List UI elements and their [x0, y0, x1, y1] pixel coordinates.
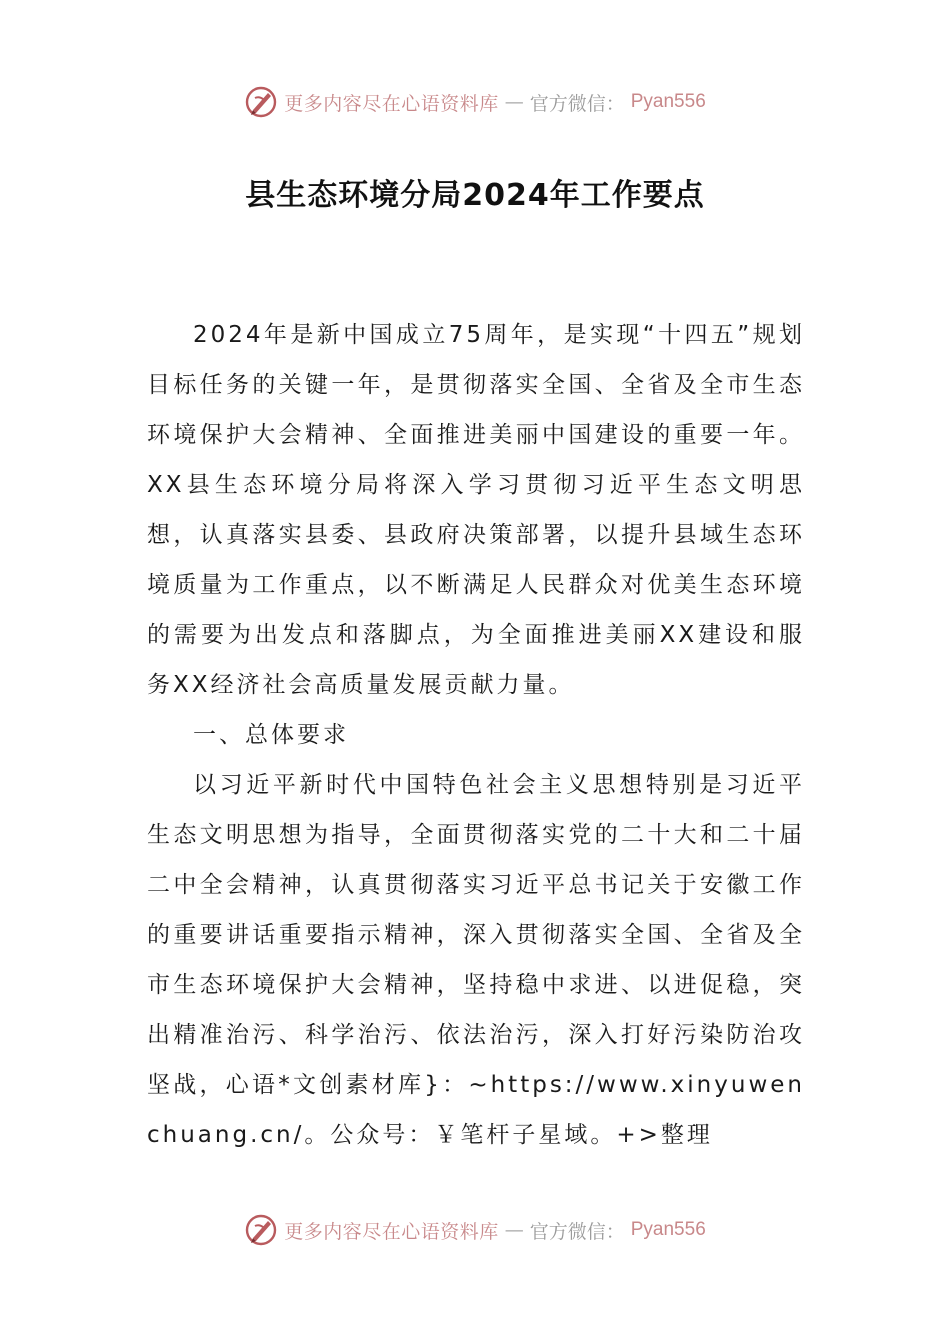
banner-wechat-id: Pyan556	[630, 1219, 706, 1240]
section-heading-overall-requirements: 一、总体要求	[193, 722, 349, 748]
banner-official-label: 官方微信：	[529, 92, 625, 115]
header-watermark-banner	[0, 84, 950, 120]
intro-paragraph: 2024年是新中国成立75周年，是实现“十四五”规划目标任务的关键一年，是贯彻落实全国、全省及全市生态环境保护大会精神、全面推进美丽中国建设的重要一年。XX县生态环境分局将深入学习贯彻习近平生态文明思想，认真落实县委、县政府决策部署，以提升县域生态环境质量为工作重点，以不断满足人民群众对优美生态环境的需要为出发点和落脚点，为全面推进美丽XX建设和服务XX经济社会高质量发展贡献力量。	[147, 322, 805, 698]
document-title: 县生态环境分局2024年工作要点	[245, 178, 705, 213]
pen-logo-icon	[244, 85, 278, 119]
banner-separator: —	[504, 1219, 524, 1241]
pen-logo-icon	[244, 1213, 278, 1247]
banner-wechat-id: Pyan556	[630, 91, 706, 112]
banner-official-label: 官方微信：	[529, 1220, 625, 1243]
banner-separator: —	[504, 91, 524, 113]
footer-watermark-banner	[0, 1212, 950, 1248]
section-paragraph: 以习近平新时代中国特色社会主义思想特别是习近平生态文明思想为指导，全面贯彻落实党的二十大和二十届二中全会精神，认真贯彻落实习近平总书记关于安徽工作的重要讲话重要指示精神，深入贯彻落实全国、全省及全市生态环境保护大会精神，坚持稳中求进、以进促稳，突出精准治污、科学治污、依法治污，深入打好污染防治攻坚战，心语*文创素材库}：~https://www.xinyuwenchuang.cn/。公众号：￥笔杆子星域。+>整理	[147, 772, 805, 1148]
banner-text: 更多内容尽在心语资料库	[284, 1220, 499, 1243]
banner-text: 更多内容尽在心语资料库	[284, 92, 499, 115]
document-body	[147, 310, 805, 1160]
